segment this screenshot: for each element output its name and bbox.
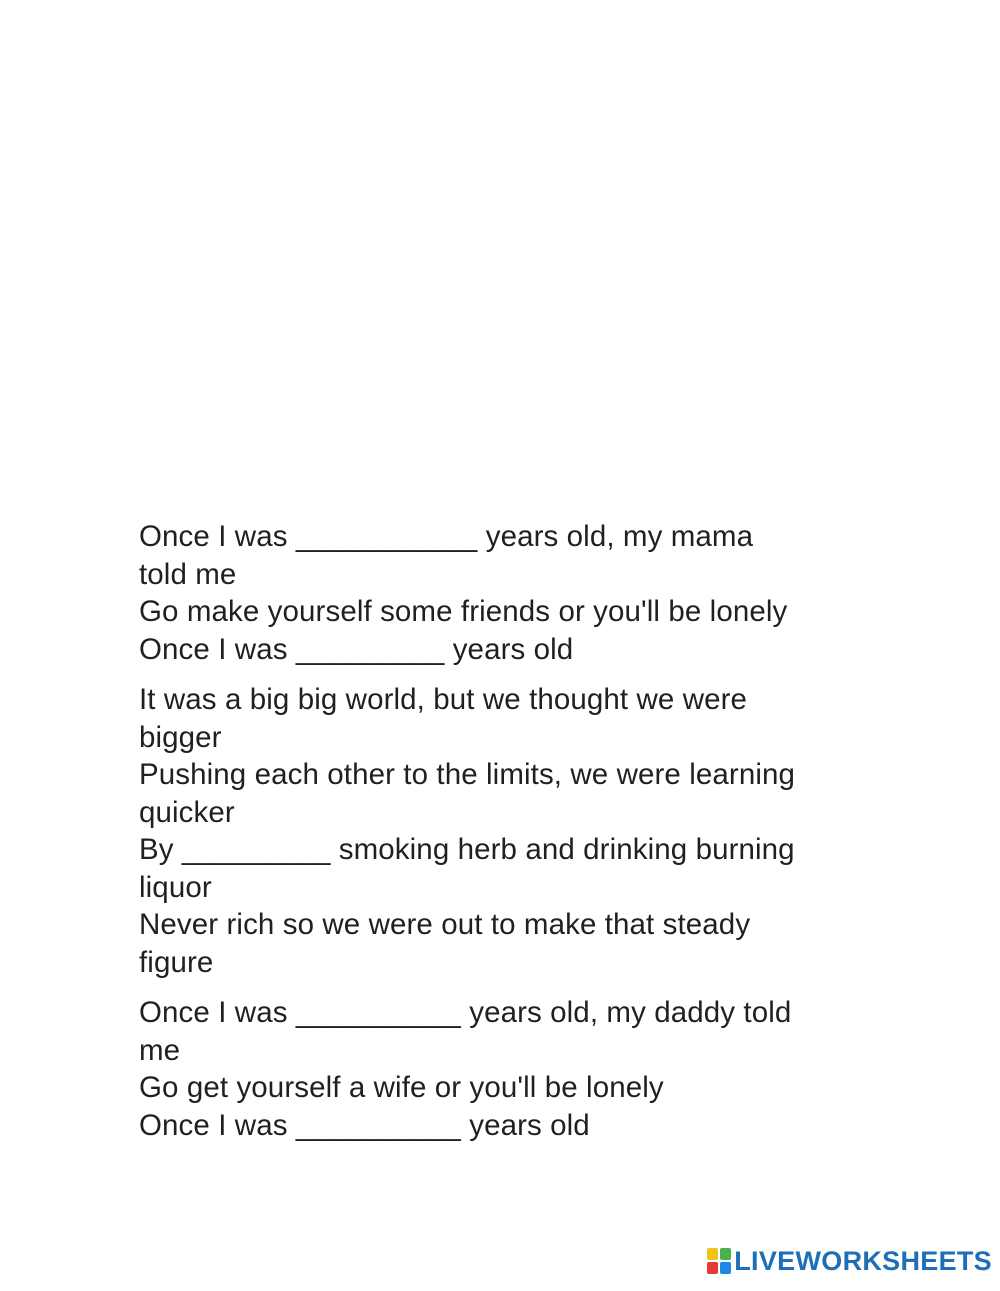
lyric-line: Go get yourself a wife or you'll be lonely	[139, 1071, 664, 1104]
stanza-3	[139, 994, 879, 1144]
lyric-line: quicker	[139, 795, 235, 829]
lyric-line: Go make yourself some friends or you'll be lonely	[139, 595, 788, 628]
lyric-line: liquor	[139, 870, 212, 904]
lyric-line: Once I was ___________ years old, my mama	[139, 520, 754, 553]
lyrics-block	[139, 518, 879, 1144]
liveworksheets-logo-icon	[706, 1247, 732, 1275]
lyric-line: me	[139, 1033, 181, 1067]
liveworksheets-logo	[706, 1247, 992, 1275]
brand-name: LIVEWORKSHEETS	[734, 1246, 992, 1276]
lyric-line: Pushing each other to the limits, we were learning	[139, 758, 795, 791]
lyric-line: By _________ smoking herb and drinking burning	[139, 833, 795, 866]
lyric-line: figure	[139, 945, 214, 979]
lyric-line: Once I was __________ years old	[139, 1108, 590, 1142]
lyric-line: Once I was _________ years old	[139, 632, 574, 666]
lyric-line: It was a big big world, but we thought we were	[139, 683, 748, 716]
lyric-line: Once I was __________ years old, my daddy told	[139, 996, 792, 1029]
lyric-line: bigger	[139, 720, 222, 754]
lyric-line: told me	[139, 557, 237, 591]
stanza-1	[139, 518, 879, 668]
stanza-2	[139, 681, 879, 981]
lyric-line: Never rich so we were out to make that steady	[139, 908, 751, 941]
